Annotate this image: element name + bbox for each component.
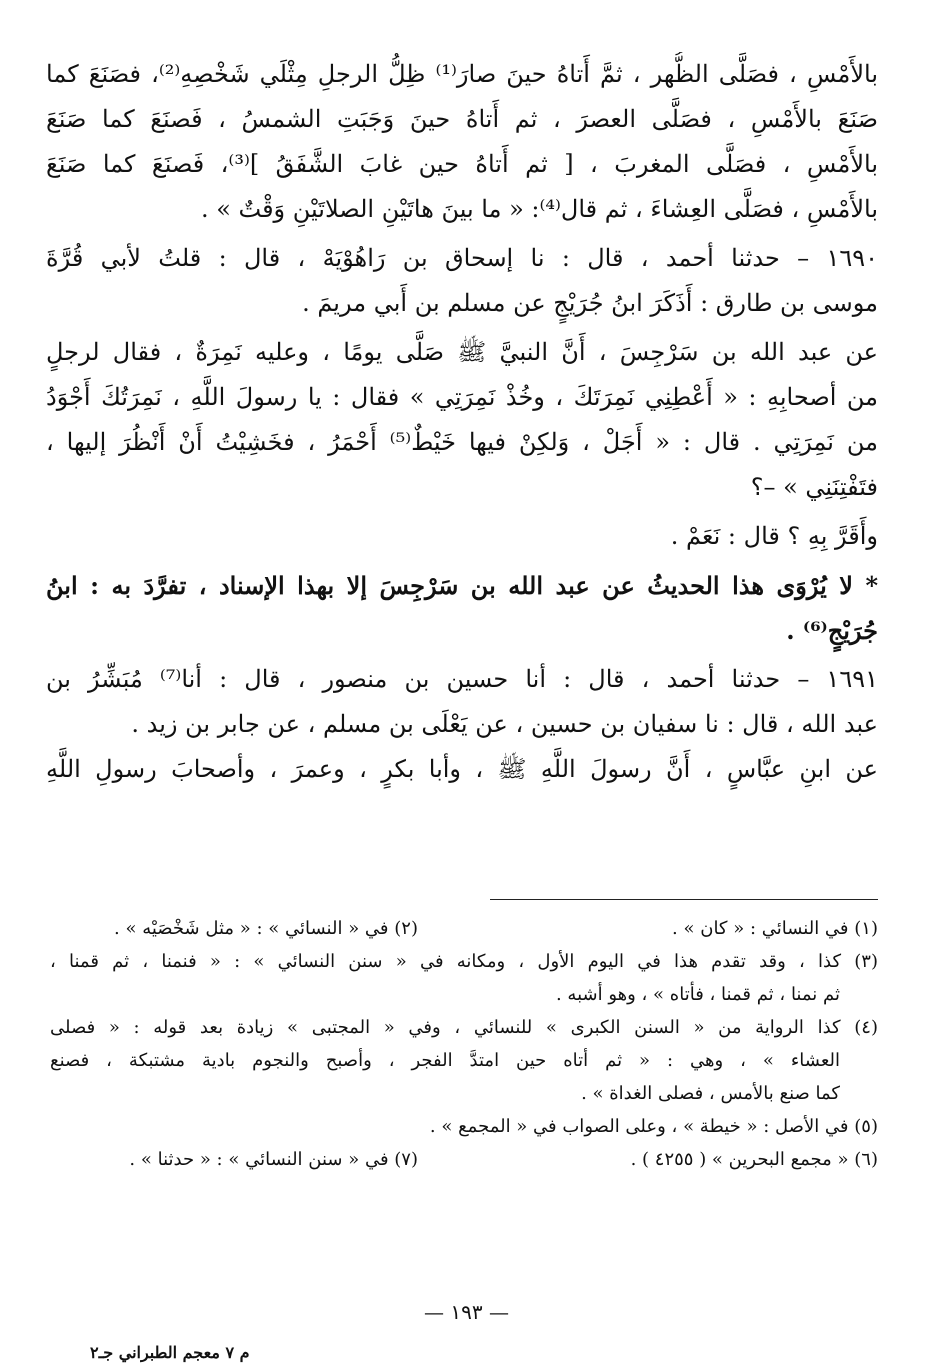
- footnote-3: (٣) كذا ، وقد تقدم هذا في اليوم الأول ، ومكانه في « سنن النسائي » : « فنمنا ، ثم قمنا ،: [50, 951, 878, 972]
- footnote-divider: [490, 899, 878, 900]
- page-number: — ١٩٣ —: [424, 1300, 509, 1324]
- text-line: وأَقَرَّ بِهِ ؟ قال : نَعَمْ .: [670, 522, 878, 550]
- text-line: بالأَمْسِ ، فصَلَّى العِشاءَ ، ثم قال⁽⁴⁾: « ما بينَ هاتَيْنِ الصلاتَيْنِ وَقْتٌ » .: [200, 195, 878, 223]
- text-line: من أصحابِهِ : « أَعْطِنِي نَمِرَتَكَ ، وخُذْ نَمِرَتِي » فقال : يا رسولَ اللَّهِ ، نَمِرَتُكَ أَجْوَدُ: [46, 383, 878, 411]
- footnotes: [50, 912, 878, 1176]
- text-line: بالأَمْسِ ، فصَلَّى الظُّهر ، ثمَّ أَتاهُ حينَ صارَ⁽¹⁾ ظِلُّ الرجلِ مِثْلَي شَخْصِهِ⁽²⁾، فصَنَعَ كما: [46, 60, 878, 88]
- main-text: [46, 52, 878, 792]
- commentary-line: * لا يُرْوَى هذا الحديثُ عن عبد الله بن سَرْجِسَ إلا بهذا الإسناد ، تفرَّدَ به : ابنُ: [46, 571, 878, 600]
- text-line: بالأَمْسِ ، فصَلَّى المغربَ ، [ ثم أَتاهُ حين غابَ الشَّفَقُ ]⁽³⁾، فَصنَعَ كما صَنَعَ: [46, 150, 878, 178]
- footnote-row: [50, 1143, 878, 1176]
- footnote-row: [50, 912, 878, 945]
- footnote-5: (٥) في الأصل : « خيطة » ، وعلى الصواب في « المجمع » .: [429, 1116, 878, 1137]
- commentary-line: جُرَيْجٍ⁽⁶⁾ .: [786, 616, 878, 645]
- footnote-7: (٧) في « سنن النسائي » : « حدثنا » .: [129, 1149, 418, 1170]
- footnote-6: (٦) « مجمع البحرين » ( ٤٢٥٥ ) .: [630, 1149, 878, 1170]
- text-line: موسى بن طارق : أَذَكَرَ ابنُ جُرَيْجٍ عن مسلم بن أَبي مريمَ .: [302, 289, 878, 317]
- footnote-4-cont: العشاء » ، وهي : « ثم أتاه حين امتدَّ الفجر ، وأصبح والنجوم بادية مشتبكة ، فصنع: [50, 1050, 840, 1071]
- text-line: عن عبد الله بن سَرْجِسَ ، أَنَّ النبيَّ ﷺ صَلَّى يومًا ، وعليه نَمِرَةٌ ، فقال لرجلٍ: [46, 338, 878, 366]
- signature-mark: م ٧ معجم الطبراني جـ٢: [90, 1343, 250, 1362]
- text-line: من نَمِرَتِي . قال : « أَجَلْ ، وَلكِنْ فيها خَيْطٌ⁽⁵⁾ أَحْمَرُ ، فخَشِيْتُ أَنْ أَنْظُرَ إليها ،: [46, 428, 878, 456]
- hadith-1691-heading: ١٦٩١ – حدثنا أحمد ، قال : أنا حسين بن منصور ، قال : أنا⁽⁷⁾ مُبَشِّرُ بن: [46, 665, 878, 693]
- text-line: فتَفْتِنَنِي » –؟: [750, 473, 878, 501]
- footnote-4-cont: كما صنع بالأمس ، فصلى الغداة » .: [581, 1083, 840, 1104]
- footnote-2: (٢) في « النسائي » : « مثل شَخْصَيْه » .: [114, 918, 418, 939]
- hadith-1690-heading: ١٦٩٠ – حدثنا أحمد ، قال : نا إسحاق بن رَاهُوْيَهْ ، قال : قلتُ لأبي قُرَّةَ: [46, 244, 878, 272]
- footnote-4: (٤) كذا الرواية من « السنن الكبرى » للنسائي ، وفي « المجتبى » زيادة بعد قوله : « فصلى: [50, 1017, 878, 1038]
- footnote-1: (١) في النسائي : « كان » .: [672, 918, 878, 939]
- text-line: عن ابنِ عبَّاسٍ ، أَنَّ رسولَ اللَّهِ ﷺ ، وأبا بكرٍ ، وعمرَ ، وأصحابَ رسولِ اللَّهِ: [46, 755, 878, 783]
- text-line: صَنَعَ بالأَمْسِ ، فصَلَّى العصرَ ، ثم أَتاهُ حينَ وَجَبَتِ الشمسُ ، فَصنَعَ كما صَنَعَ: [46, 105, 878, 133]
- text-line: عبد الله ، قال : نا سفيان بن حسين ، عن يَعْلَى بن مسلم ، عن جابر بن زيد .: [131, 710, 878, 738]
- footnote-3-cont: ثم نمنا ، ثم قمنا ، فأتاه » ، وهو أشبه .: [555, 984, 840, 1005]
